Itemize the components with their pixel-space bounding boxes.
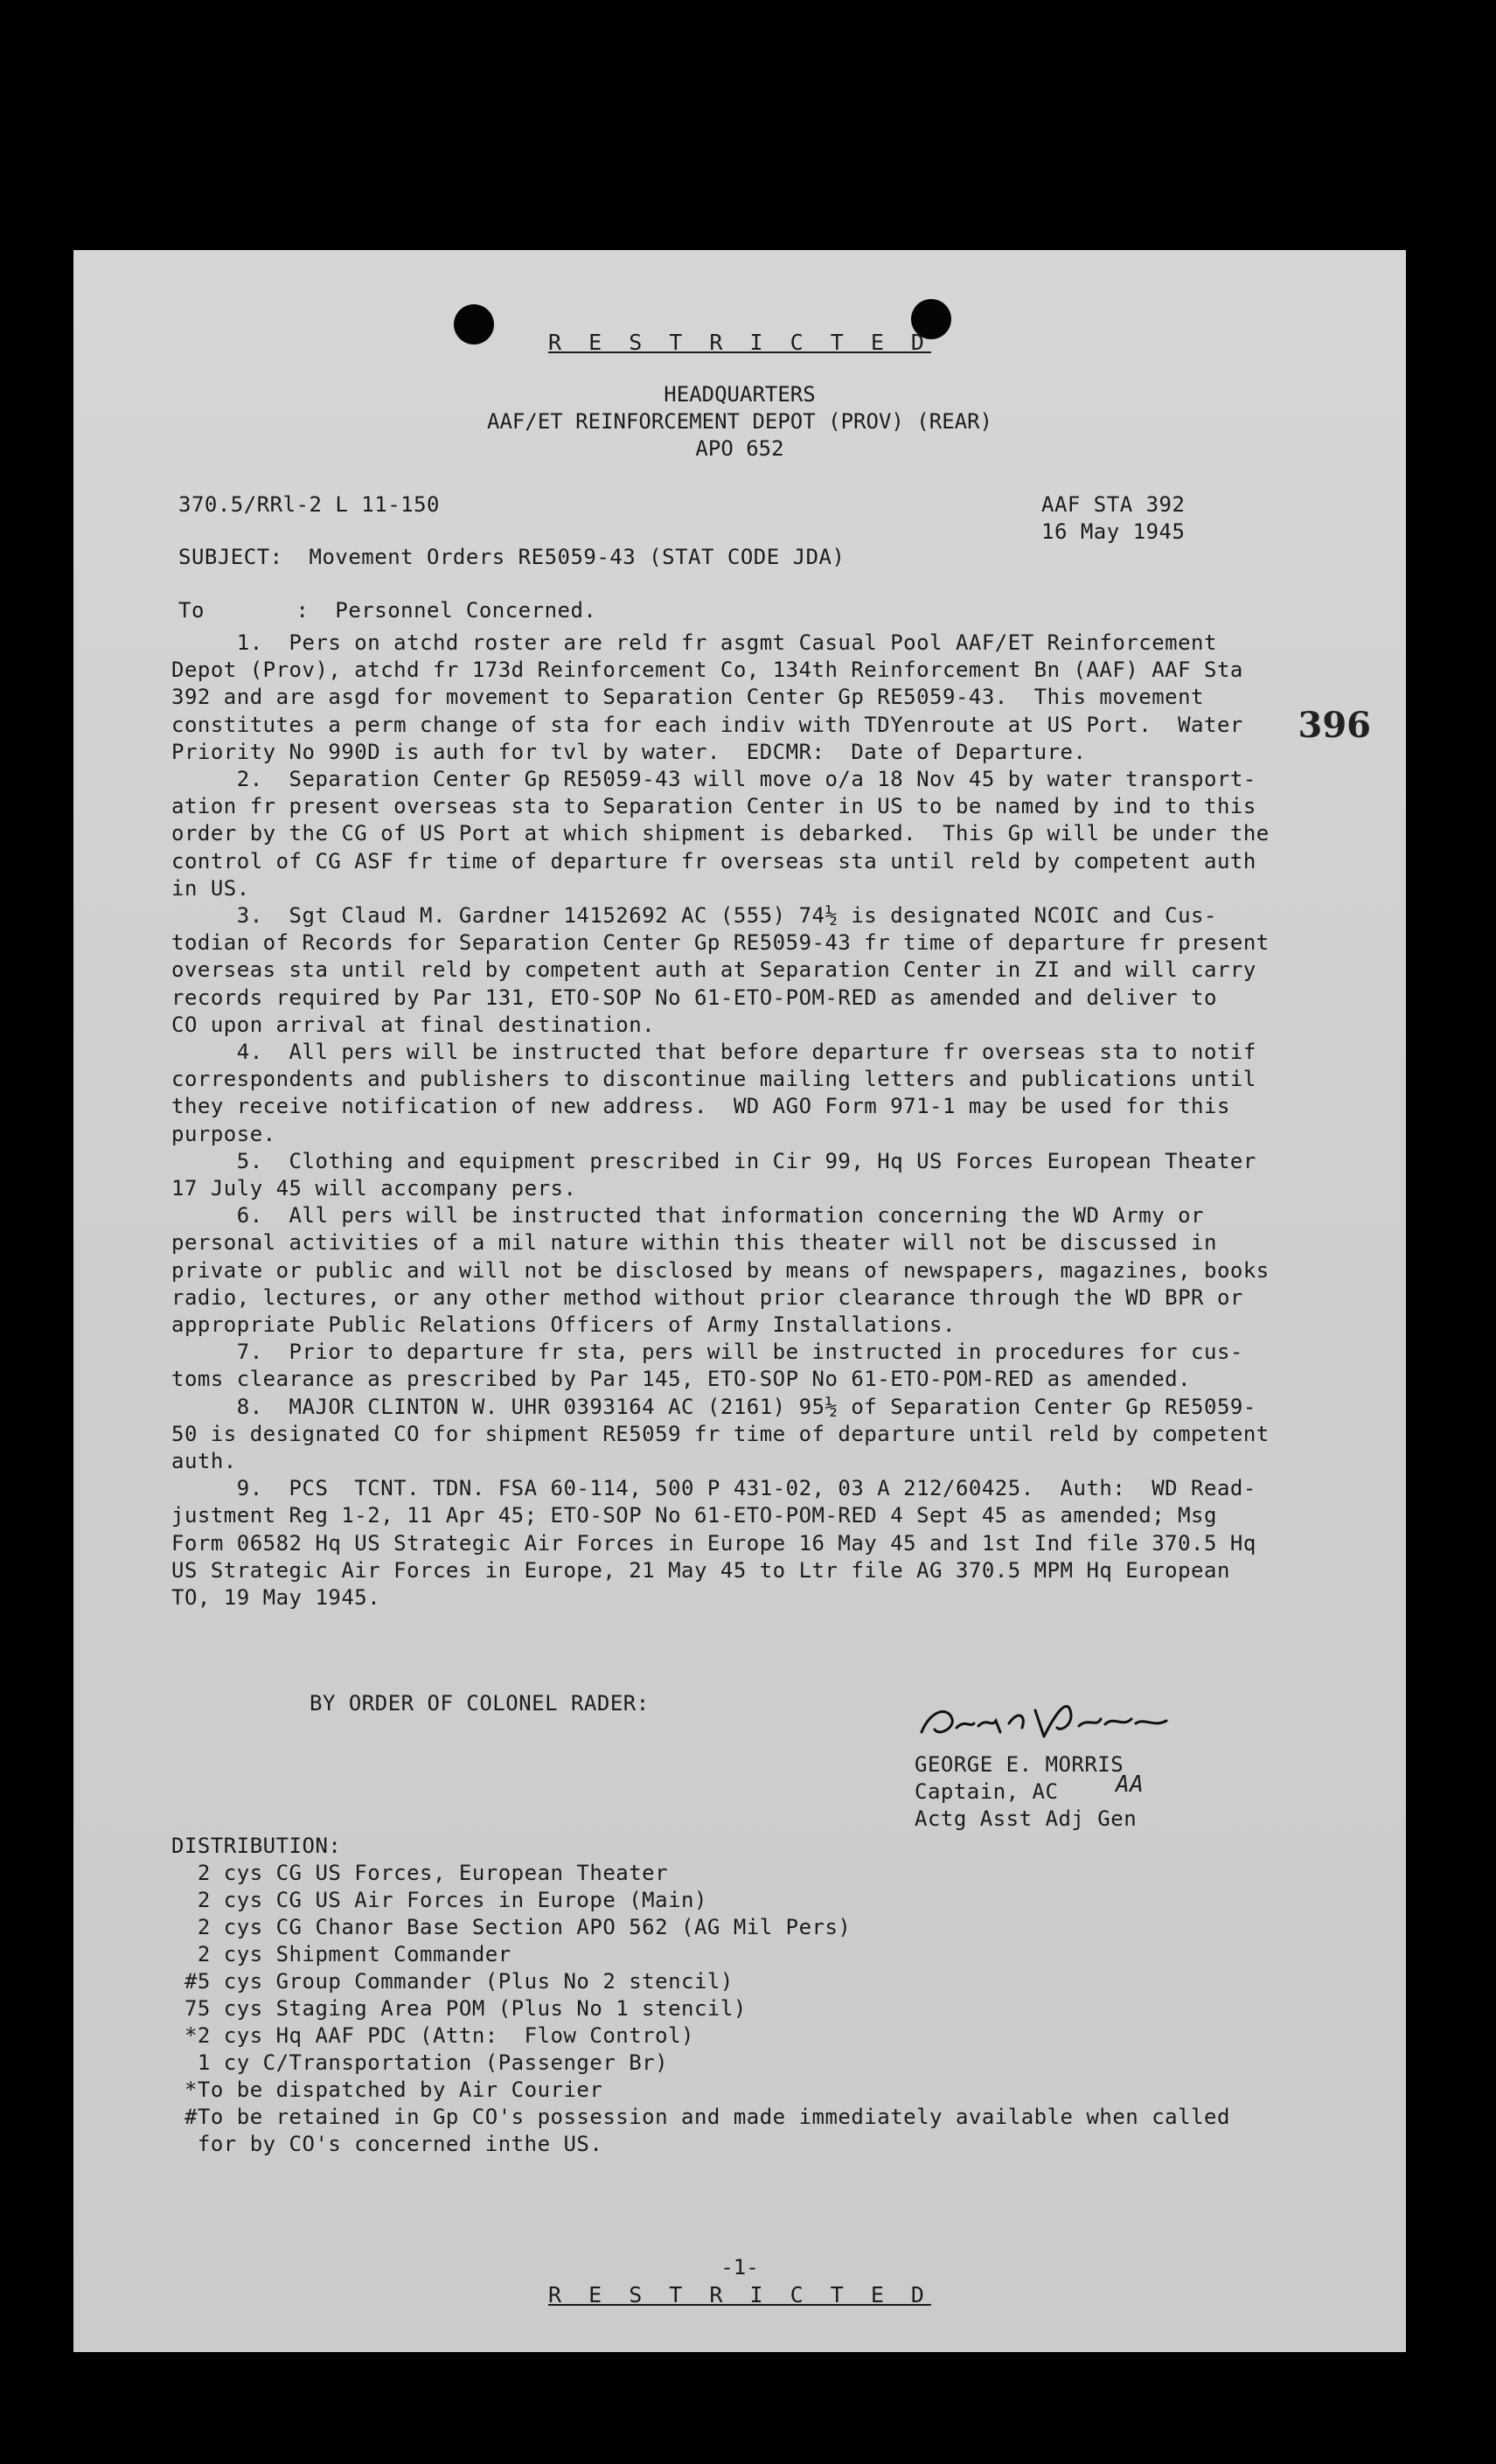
distribution-line: 2 cys CG Chanor Base Section APO 562 (AG Mil Pers) bbox=[171, 1915, 852, 1939]
body-line: toms clearance as prescribed by Par 145, ETO-SOP No 61-ETO-POM-RED as amended. bbox=[171, 1367, 1192, 1392]
body-line: 17 July 45 will accompany pers. bbox=[171, 1176, 577, 1201]
body-line: appropriate Public Relations Officers of Army Installations. bbox=[171, 1312, 956, 1337]
distribution-line: for by CO's concerned inthe US. bbox=[171, 2132, 603, 2156]
station-label: AAF STA 392 bbox=[1041, 492, 1186, 517]
body-line: 5. Clothing and equipment prescribed in Cir 99, Hq US Forces European Theater bbox=[171, 1148, 1256, 1173]
body-line: overseas sta until reld by competent auth at Separation Center in ZI and will carry bbox=[171, 957, 1256, 983]
body-line: personal activities of a mil nature within this theater will not be discussed in bbox=[171, 1230, 1217, 1256]
body-line: 9. PCS TCNT. TDN. FSA 60-114, 500 P 431-02, 03 A 212/60425. Auth: WD Read- bbox=[171, 1476, 1256, 1501]
body-line: they receive notification of new address. WD AGO Form 971-1 may be used for this bbox=[171, 1094, 1230, 1119]
body-line: todian of Records for Separation Center Gp RE5059-43 fr time of departure fr present bbox=[171, 930, 1270, 956]
handwritten-signature bbox=[913, 1693, 1193, 1754]
body-line: 392 and are asgd for movement to Separation Center Gp RE5059-43. This movement bbox=[171, 685, 1204, 710]
distribution-line: 2 cys Shipment Commander bbox=[171, 1942, 511, 1966]
classification-header: R E S T R I C T E D bbox=[548, 330, 931, 355]
body-line: Depot (Prov), atchd fr 173d Reinforcement Co, 134th Reinforcement Bn (AAF) AAF Sta bbox=[171, 658, 1243, 683]
org-line-2: AAF/ET REINFORCEMENT DEPOT (PROV) (REAR) bbox=[487, 409, 992, 434]
body-line: order by the CG of US Port at which shipment is debarked. This Gp will be under the bbox=[171, 821, 1270, 846]
to-line: To : Personnel Concerned. bbox=[178, 598, 597, 623]
body-line: records required by Par 131, ETO-SOP No 61-ETO-POM-RED as amended and deliver to bbox=[171, 985, 1217, 1010]
body-line: 1. Pers on atchd roster are reld fr asgmt Casual Pool AAF/ET Reinforcement bbox=[171, 630, 1217, 655]
order-by-line: BY ORDER OF COLONEL RADER: bbox=[310, 1691, 650, 1716]
body-line: 3. Sgt Claud M. Gardner 14152692 AC (555) 74½ is designated NCOIC and Cus- bbox=[171, 903, 1217, 928]
body-line: in US. bbox=[171, 875, 250, 901]
distribution-line: 1 cy C/Transportation (Passenger Br) bbox=[171, 2050, 669, 2075]
body-line: purpose. bbox=[171, 1121, 276, 1146]
distribution-line: 2 cys CG US Air Forces in Europe (Main) bbox=[171, 1888, 707, 1912]
body-line: 7. Prior to departure fr sta, pers will be instructed in procedures for cus- bbox=[171, 1340, 1243, 1365]
body-line: radio, lectures, or any other method without prior clearance through the WD BPR or bbox=[171, 1284, 1243, 1310]
body-line: 50 is designated CO for shipment RE5059 fr time of departure until reld by competent bbox=[171, 1421, 1270, 1446]
body-line: CO upon arrival at final destination. bbox=[171, 1012, 656, 1037]
body-line: correspondents and publishers to discontinue mailing letters and publications until bbox=[171, 1067, 1256, 1092]
signer-name: GEORGE E. MORRIS bbox=[915, 1752, 1124, 1777]
file-reference: 370.5/RRl-2 L 11-150 bbox=[178, 492, 440, 517]
document-page bbox=[73, 250, 1406, 2352]
distribution-line: 75 cys Staging Area POM (Plus No 1 stencil) bbox=[171, 1996, 747, 2021]
body-line: justment Reg 1-2, 11 Apr 45; ETO-SOP No 61-ETO-POM-RED 4 Sept 45 as amended; Msg bbox=[171, 1503, 1217, 1528]
body-line: 8. MAJOR CLINTON W. UHR 0393164 AC (2161) 95½ of Separation Center Gp RE5059- bbox=[171, 1394, 1256, 1419]
distribution-line: #To be retained in Gp CO's possession and made immediately available when called bbox=[171, 2105, 1230, 2129]
body-line: auth. bbox=[171, 1449, 237, 1473]
distribution-line: 2 cys CG US Forces, European Theater bbox=[171, 1861, 669, 1885]
body-line: control of CG ASF fr time of departure fr overseas sta until reld by competent auth bbox=[171, 848, 1256, 874]
org-line-1: HEADQUARTERS bbox=[664, 382, 816, 407]
body-line: constitutes a perm change of sta for each indiv with TDYenroute at US Port. Water bbox=[171, 712, 1243, 737]
body-line: private or public and will not be disclosed by means of newspapers, magazines, books bbox=[171, 1257, 1270, 1283]
body-line: ation fr present overseas sta to Separation Center in US to be named by ind to this bbox=[171, 794, 1256, 819]
subject-line: SUBJECT: Movement Orders RE5059-43 (STAT CODE JDA) bbox=[178, 545, 845, 569]
org-line-3: APO 652 bbox=[695, 436, 784, 461]
classification-footer: R E S T R I C T E D bbox=[548, 2282, 931, 2307]
body-line: 4. All pers will be instructed that before departure fr overseas sta to notif bbox=[171, 1040, 1256, 1064]
body-line: 2. Separation Center Gp RE5059-43 will move o/a 18 Nov 45 by water transport- bbox=[171, 767, 1256, 791]
signer-title: Actg Asst Adj Gen bbox=[915, 1806, 1138, 1831]
signer-rank: Captain, AC bbox=[915, 1779, 1059, 1804]
page-stamp: 396 bbox=[1298, 705, 1371, 746]
distribution-line: *To be dispatched by Air Courier bbox=[171, 2078, 603, 2102]
body-line: TO, 19 May 1945. bbox=[171, 1585, 381, 1610]
body-line: Form 06582 Hq US Strategic Air Forces in Europe 16 May 45 and 1st Ind file 370.5 Hq bbox=[171, 1530, 1256, 1556]
distribution-heading: DISTRIBUTION: bbox=[171, 1834, 342, 1858]
body-line: 6. All pers will be instructed that information concerning the WD Army or bbox=[171, 1203, 1204, 1229]
body-line: Priority No 990D is auth for tvl by water. EDCMR: Date of Departure. bbox=[171, 739, 1087, 764]
signer-initials: AA bbox=[1116, 1771, 1145, 1798]
page-number: -1- bbox=[720, 2255, 759, 2280]
order-date: 16 May 1945 bbox=[1041, 519, 1186, 544]
body-line: US Strategic Air Forces in Europe, 21 May 45 to Ltr file AG 370.5 MPM Hq European bbox=[171, 1557, 1230, 1583]
distribution-line: *2 cys Hq AAF PDC (Attn: Flow Control) bbox=[171, 2023, 694, 2048]
distribution-line: #5 cys Group Commander (Plus No 2 stencil) bbox=[171, 1969, 734, 1994]
